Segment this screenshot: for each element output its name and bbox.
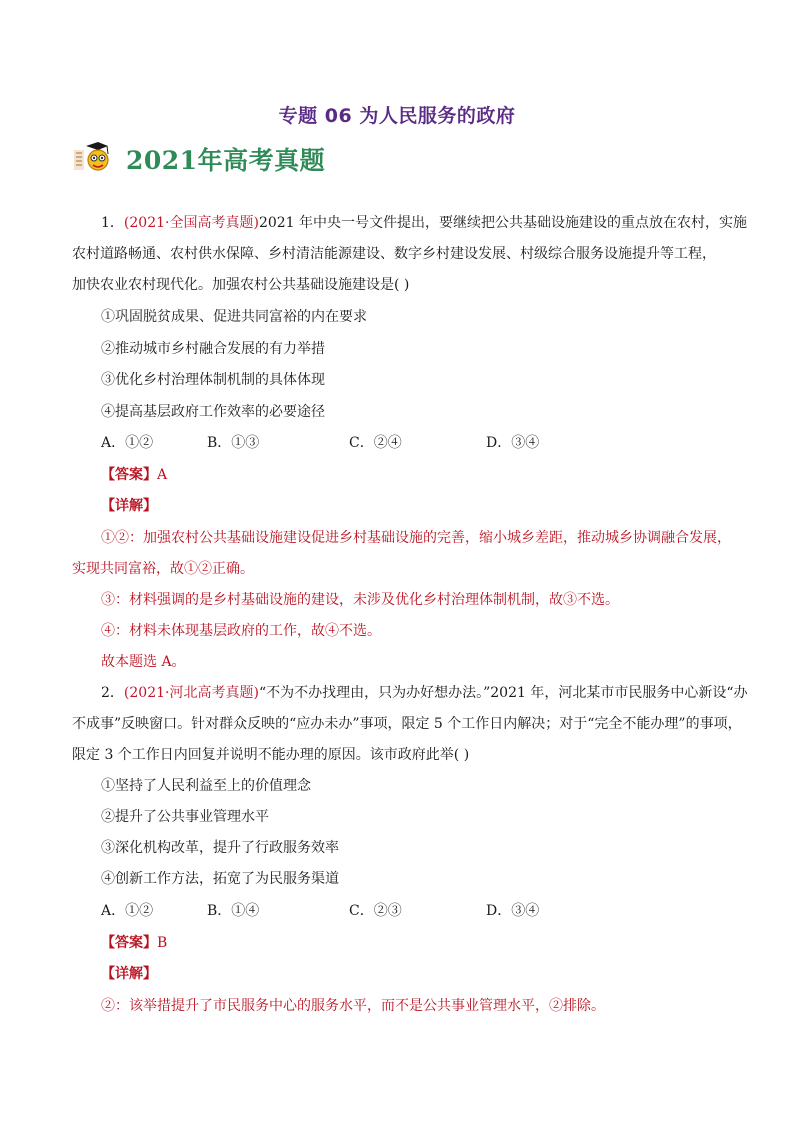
q2-item-3: ③深化机构改革，提升了行政服务效率: [101, 840, 339, 856]
q1-stem-text-1: 2021 年中央一号文件提出，要继续把公共基础设施建设的重点放在农村，实施: [258, 215, 748, 231]
q2-option-a: A．①②: [101, 903, 154, 919]
q1-explanation-1-line-1: ①②：加强农村公共基础设施建设促进乡村基础设施的完善，缩小城乡差距，推动城乡协调融合发展，: [101, 530, 731, 546]
q2-explanation-1: ②：该举措提升了市民服务中心的服务水平，而不是公共事业管理水平，②排除。: [101, 998, 605, 1014]
q1-item-3: ③优化乡村治理体制机制的具体体现: [101, 372, 325, 388]
q2-stem-line-1: [101, 684, 748, 702]
q1-options: [101, 434, 539, 452]
q1-option-a: A．①②: [101, 435, 154, 451]
q2-item-1: ①坚持了人民利益至上的价值理念: [101, 778, 311, 794]
q2-option-c: C．②③: [349, 903, 402, 919]
q2-answer-label: 【答案】: [101, 935, 157, 951]
q1-answer-label: 【答案】: [101, 467, 157, 483]
q2-source: (2021·河北高考真题): [123, 685, 259, 701]
scholar-mascot-icon: [72, 140, 112, 176]
q1-explanation-2: ③：材料强调的是乡村基础设施的建设，未涉及优化乡村治理体制机制，故③不选。: [101, 592, 619, 608]
q1-option-b: B．①③: [207, 435, 260, 451]
q2-answer-value: B: [157, 935, 168, 951]
q2-stem-line-3: 限定 3 个工作日内回复并说明不能办理的原因。该市政府此举( ): [72, 747, 470, 763]
q1-item-1: ①巩固脱贫成果、促进共同富裕的内在要求: [101, 309, 367, 325]
page-title: 专题 06 为人民服务的政府: [278, 105, 516, 127]
q2-options: [101, 902, 539, 920]
q2-number: 2．: [101, 685, 124, 701]
q1-answer: [101, 466, 167, 484]
q1-explanation-1-line-2: 实现共同富裕，故①②正确。: [72, 561, 254, 577]
q1-item-2: ②推动城市乡村融合发展的有力举措: [101, 341, 325, 357]
q1-stem-line-3: 加快农业农村现代化。加强农村公共基础设施建设是( ): [72, 277, 410, 293]
q2-stem-line-2: 不成事”反映窗口。针对群众反映的“应办未办”事项，限定 5 个工作日内解决；对于“完全不能办理”的事项，: [72, 716, 742, 732]
section-heading: 2021年高考真题: [126, 146, 326, 175]
q2-option-b: B．①④: [207, 903, 260, 919]
q1-answer-value: A: [157, 467, 168, 483]
q1-detail-label: 【详解】: [101, 498, 157, 514]
q1-source: (2021·全国高考真题): [123, 215, 259, 231]
q1-explanation-3: ④：材料未体现基层政府的工作，故④不选。: [101, 623, 381, 639]
q1-conclusion: 故本题选 A。: [101, 654, 186, 670]
q1-stem-line-1: [101, 214, 747, 232]
q2-item-4: ④创新工作方法，拓宽了为民服务渠道: [101, 871, 339, 887]
q2-item-2: ②提升了公共事业管理水平: [101, 809, 269, 825]
q2-stem-text-1: “不为不办找理由，只为办好想办法。”2021 年，河北某市市民服务中心新设“办: [258, 685, 748, 701]
q1-item-4: ④提高基层政府工作效率的必要途径: [101, 404, 325, 420]
q2-answer: [101, 934, 167, 952]
q1-number: 1．: [101, 215, 124, 231]
q2-detail-label: 【详解】: [101, 966, 157, 982]
q2-option-d: D．③④: [486, 903, 540, 919]
q1-option-d: D．③④: [486, 435, 540, 451]
q1-option-c: C．②④: [349, 435, 402, 451]
q1-stem-line-2: 农村道路畅通、农村供水保障、乡村清洁能源建设、数字乡村建设发展、村级综合服务设施提升等工程，: [72, 246, 716, 262]
